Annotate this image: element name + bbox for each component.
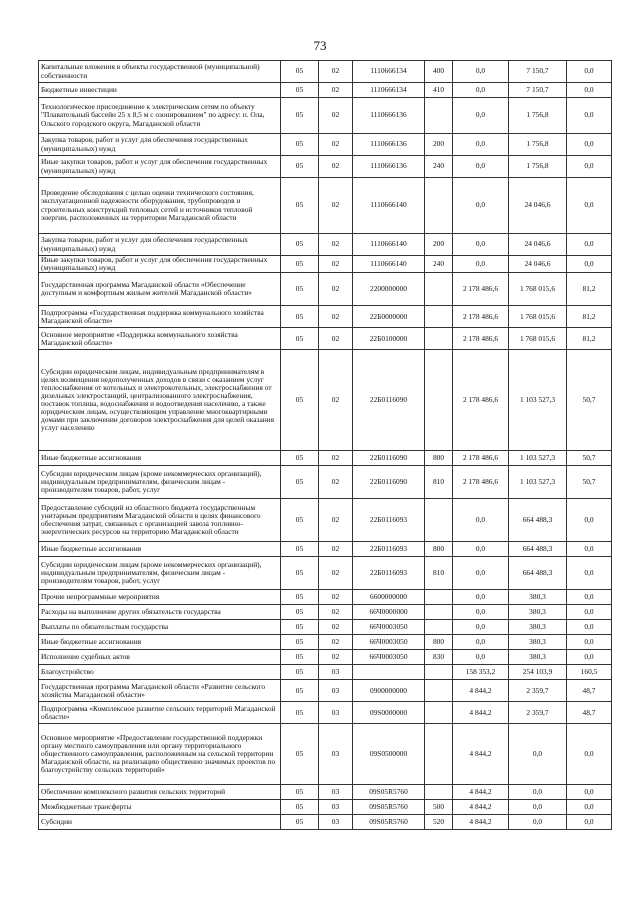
row-section: 05	[281, 800, 319, 815]
row-name: Обеспечение комплексного развития сельских территорий	[39, 785, 281, 800]
row-plan: 4 844,2	[453, 800, 509, 815]
row-plan: 0,0	[453, 542, 509, 557]
row-plan: 2 178 486,6	[453, 328, 509, 350]
row-percent: 48,7	[567, 680, 612, 702]
row-target-article: 22Б0116093	[353, 557, 425, 590]
row-percent: 0,0	[567, 650, 612, 665]
row-target-article: 22Б0000000	[353, 306, 425, 328]
row-subsection: 02	[319, 350, 353, 451]
row-actual: 380,3	[509, 650, 567, 665]
row-subsection: 03	[319, 815, 353, 830]
row-name: Технологическое присоединение к электрическим сетям по объекту "Плавательный бассейн 25 х 8,5 м с озонированием" по адресу: п. Ола, Ольского городского округа, Магаданской области	[39, 98, 281, 134]
row-expense-type	[425, 328, 453, 350]
row-plan: 2 178 486,6	[453, 273, 509, 306]
table-row	[39, 785, 612, 800]
row-target-article: 09S0500000	[353, 724, 425, 785]
row-percent: 0,0	[567, 499, 612, 542]
row-percent: 160,5	[567, 665, 612, 680]
row-expense-type: 800	[425, 451, 453, 466]
row-percent: 81,2	[567, 273, 612, 306]
row-section: 05	[281, 98, 319, 134]
row-plan: 4 844,2	[453, 785, 509, 800]
row-section: 05	[281, 134, 319, 156]
row-target-article: 66Ч0003050	[353, 650, 425, 665]
row-subsection: 03	[319, 800, 353, 815]
row-subsection: 02	[319, 557, 353, 590]
row-expense-type	[425, 590, 453, 605]
row-actual: 664 488,3	[509, 542, 567, 557]
row-target-article: 1110666134	[353, 61, 425, 83]
row-subsection: 03	[319, 702, 353, 724]
table-row	[39, 83, 612, 98]
row-section: 05	[281, 156, 319, 178]
table-row	[39, 635, 612, 650]
row-name: Проведение обследования с целью оценки технического состояния, эксплуатационной надежности оборудования, трубопроводов и строительных конструкций тепловых сетей и источников тепловой энергии, расположенных на территории Магаданской области	[39, 178, 281, 234]
row-target-article: 1110666140	[353, 256, 425, 273]
table-row	[39, 328, 612, 350]
row-subsection: 02	[319, 542, 353, 557]
row-actual: 24 046,6	[509, 234, 567, 256]
row-percent: 0,0	[567, 234, 612, 256]
row-expense-type	[425, 680, 453, 702]
row-expense-type: 240	[425, 256, 453, 273]
row-subsection: 02	[319, 620, 353, 635]
row-subsection: 03	[319, 665, 353, 680]
row-subsection: 02	[319, 256, 353, 273]
row-subsection: 02	[319, 273, 353, 306]
table-row	[39, 702, 612, 724]
row-subsection: 02	[319, 134, 353, 156]
row-expense-type: 240	[425, 156, 453, 178]
row-actual: 380,3	[509, 590, 567, 605]
row-actual: 1 756,8	[509, 156, 567, 178]
row-percent: 0,0	[567, 785, 612, 800]
row-subsection: 02	[319, 605, 353, 620]
row-subsection: 03	[319, 724, 353, 785]
row-name: Субсидии	[39, 815, 281, 830]
row-target-article: 66Ч0003050	[353, 620, 425, 635]
row-actual: 1 103 527,3	[509, 466, 567, 499]
row-actual: 7 150,7	[509, 83, 567, 98]
row-section: 05	[281, 451, 319, 466]
row-target-article: 22Б0116093	[353, 542, 425, 557]
row-expense-type: 410	[425, 83, 453, 98]
row-section: 05	[281, 785, 319, 800]
row-plan: 0,0	[453, 499, 509, 542]
row-section: 05	[281, 256, 319, 273]
row-name: Бюджетные инвестиции	[39, 83, 281, 98]
row-target-article: 22Б0116093	[353, 499, 425, 542]
row-section: 05	[281, 83, 319, 98]
row-expense-type	[425, 98, 453, 134]
row-section: 05	[281, 328, 319, 350]
row-section: 05	[281, 702, 319, 724]
row-target-article: 09S05R5760	[353, 785, 425, 800]
row-plan: 0,0	[453, 620, 509, 635]
row-plan: 2 178 486,6	[453, 350, 509, 451]
row-subsection: 02	[319, 156, 353, 178]
row-expense-type: 400	[425, 61, 453, 83]
row-plan: 4 844,2	[453, 702, 509, 724]
row-actual: 24 046,6	[509, 256, 567, 273]
row-expense-type: 200	[425, 234, 453, 256]
row-target-article: 1110666140	[353, 234, 425, 256]
row-expense-type	[425, 178, 453, 234]
table-row	[39, 451, 612, 466]
row-section: 05	[281, 815, 319, 830]
row-name: Межбюджетные трансферты	[39, 800, 281, 815]
row-actual: 380,3	[509, 605, 567, 620]
row-expense-type	[425, 605, 453, 620]
table-row	[39, 815, 612, 830]
row-subsection: 02	[319, 328, 353, 350]
row-name: Закупка товаров, работ и услуг для обеспечения государственных (муниципальных) нужд	[39, 234, 281, 256]
row-name: Прочие непрограммные мероприятия	[39, 590, 281, 605]
table-row	[39, 650, 612, 665]
row-target-article: 2200000000	[353, 273, 425, 306]
row-subsection: 03	[319, 785, 353, 800]
row-actual: 7 150,7	[509, 61, 567, 83]
row-expense-type	[425, 724, 453, 785]
row-plan: 2 178 486,6	[453, 466, 509, 499]
row-section: 05	[281, 557, 319, 590]
row-target-article: 09S0000000	[353, 702, 425, 724]
row-target-article: 1110666136	[353, 156, 425, 178]
row-name: Исполнение судебных актов	[39, 650, 281, 665]
row-percent: 0,0	[567, 605, 612, 620]
row-expense-type: 810	[425, 557, 453, 590]
row-target-article: 09S05R5760	[353, 800, 425, 815]
table-row	[39, 499, 612, 542]
table-row	[39, 234, 612, 256]
table-row	[39, 620, 612, 635]
row-expense-type	[425, 665, 453, 680]
row-percent: 0,0	[567, 620, 612, 635]
row-actual: 1 768 015,6	[509, 328, 567, 350]
row-actual: 664 488,3	[509, 499, 567, 542]
row-plan: 0,0	[453, 234, 509, 256]
row-target-article: 6600000000	[353, 590, 425, 605]
row-percent: 0,0	[567, 256, 612, 273]
table-row	[39, 466, 612, 499]
row-expense-type: 200	[425, 134, 453, 156]
row-actual: 1 103 527,3	[509, 451, 567, 466]
row-percent: 0,0	[567, 542, 612, 557]
row-section: 05	[281, 680, 319, 702]
row-plan: 0,0	[453, 635, 509, 650]
row-actual: 0,0	[509, 815, 567, 830]
row-plan: 0,0	[453, 590, 509, 605]
row-plan: 0,0	[453, 61, 509, 83]
table-row	[39, 605, 612, 620]
row-plan: 0,0	[453, 178, 509, 234]
row-name: Иные закупки товаров, работ и услуг для обеспечения государственных (муниципальных) нужд	[39, 256, 281, 273]
row-section: 05	[281, 542, 319, 557]
row-expense-type	[425, 785, 453, 800]
row-section: 05	[281, 178, 319, 234]
table-row	[39, 800, 612, 815]
row-name: Выплаты по обязательствам государства	[39, 620, 281, 635]
row-plan: 4 844,2	[453, 815, 509, 830]
row-percent: 0,0	[567, 83, 612, 98]
row-plan: 0,0	[453, 98, 509, 134]
row-name: Субсидии юридическим лицам (кроме некоммерческих организаций), индивидуальным предпринимателям, физическим лицам - производителям товаров, работ, услуг	[39, 557, 281, 590]
row-percent: 0,0	[567, 815, 612, 830]
row-subsection: 02	[319, 234, 353, 256]
row-section: 05	[281, 306, 319, 328]
page-number: 73	[313, 38, 327, 53]
row-plan: 2 178 486,6	[453, 451, 509, 466]
row-name: Иные бюджетные ассигнования	[39, 542, 281, 557]
row-target-article: 66Ч0000000	[353, 605, 425, 620]
table-row	[39, 256, 612, 273]
row-name: Иные бюджетные ассигнования	[39, 635, 281, 650]
row-expense-type: 520	[425, 815, 453, 830]
row-section: 05	[281, 665, 319, 680]
row-section: 05	[281, 635, 319, 650]
row-expense-type: 800	[425, 635, 453, 650]
row-plan: 4 844,2	[453, 680, 509, 702]
row-actual: 1 768 015,6	[509, 306, 567, 328]
row-name: Капитальные вложения в объекты государственной (муниципальной) собственности	[39, 61, 281, 83]
row-percent: 0,0	[567, 156, 612, 178]
row-plan: 4 844,2	[453, 724, 509, 785]
row-plan: 158 353,2	[453, 665, 509, 680]
row-percent: 81,2	[567, 328, 612, 350]
row-section: 05	[281, 605, 319, 620]
table-row	[39, 542, 612, 557]
row-actual: 1 756,8	[509, 134, 567, 156]
row-expense-type	[425, 306, 453, 328]
row-actual: 2 359,7	[509, 702, 567, 724]
budget-table	[38, 60, 612, 830]
row-expense-type	[425, 273, 453, 306]
row-actual: 664 488,3	[509, 557, 567, 590]
row-subsection: 02	[319, 466, 353, 499]
table-row	[39, 178, 612, 234]
row-target-article: 66Ч0003050	[353, 635, 425, 650]
row-section: 05	[281, 350, 319, 451]
row-percent: 0,0	[567, 134, 612, 156]
row-name: Иные закупки товаров, работ и услуг для обеспечения государственных (муниципальных) нужд	[39, 156, 281, 178]
row-plan: 0,0	[453, 605, 509, 620]
row-expense-type	[425, 350, 453, 451]
row-subsection: 02	[319, 499, 353, 542]
row-section: 05	[281, 234, 319, 256]
row-plan: 0,0	[453, 557, 509, 590]
table-row	[39, 134, 612, 156]
row-name: Подпрограмма «Комплексное развитие сельских территорий Магаданской области»	[39, 702, 281, 724]
row-expense-type: 500	[425, 800, 453, 815]
row-actual: 2 359,7	[509, 680, 567, 702]
row-target-article: 1110666134	[353, 83, 425, 98]
row-name: Субсидии юридическим лицам, индивидуальным предпринимателям в целях возмещения недополученных доходов в связи с оказанием услуг теплоснабжения от котельных и электрокотельных, электроснабжения от дизельных электростанций, централизованного электроснабжения, поставок топлива, водоснабжения и водоотведения населению, а также юридическим лицам, осуществляющим управление многоквартирными домами при заключении договоров электроснабжения для целей оказания услуг населению	[39, 350, 281, 451]
row-target-article: 1110666136	[353, 134, 425, 156]
row-percent: 0,0	[567, 61, 612, 83]
row-name: Закупка товаров, работ и услуг для обеспечения государственных (муниципальных) нужд	[39, 134, 281, 156]
table-row	[39, 156, 612, 178]
row-percent: 48,7	[567, 702, 612, 724]
row-plan: 0,0	[453, 156, 509, 178]
row-percent: 0,0	[567, 178, 612, 234]
table-row	[39, 350, 612, 451]
row-actual: 380,3	[509, 635, 567, 650]
row-percent: 0,0	[567, 590, 612, 605]
row-expense-type	[425, 499, 453, 542]
row-plan: 2 178 486,6	[453, 306, 509, 328]
row-actual: 0,0	[509, 800, 567, 815]
table-row	[39, 590, 612, 605]
row-subsection: 02	[319, 306, 353, 328]
row-target-article: 22Б0116090	[353, 466, 425, 499]
row-plan: 0,0	[453, 134, 509, 156]
row-subsection: 03	[319, 680, 353, 702]
table-row	[39, 557, 612, 590]
row-actual: 380,3	[509, 620, 567, 635]
row-percent: 0,0	[567, 635, 612, 650]
row-section: 05	[281, 61, 319, 83]
row-section: 05	[281, 273, 319, 306]
row-name: Подпрограмма «Государственная поддержка коммунального хозяйства Магаданской области»	[39, 306, 281, 328]
row-subsection: 02	[319, 61, 353, 83]
row-percent: 0,0	[567, 557, 612, 590]
table-row	[39, 724, 612, 785]
row-target-article: 22Б0100000	[353, 328, 425, 350]
row-expense-type	[425, 620, 453, 635]
row-subsection: 02	[319, 83, 353, 98]
row-subsection: 02	[319, 650, 353, 665]
row-actual: 1 103 527,3	[509, 350, 567, 451]
row-target-article	[353, 665, 425, 680]
row-target-article: 0900000000	[353, 680, 425, 702]
table-row	[39, 680, 612, 702]
row-target-article: 1110666136	[353, 98, 425, 134]
table-row	[39, 306, 612, 328]
row-percent: 0,0	[567, 724, 612, 785]
row-target-article: 22Б0116090	[353, 350, 425, 451]
row-section: 05	[281, 724, 319, 785]
row-expense-type: 810	[425, 466, 453, 499]
row-plan: 0,0	[453, 256, 509, 273]
row-actual: 1 768 015,6	[509, 273, 567, 306]
table-row	[39, 665, 612, 680]
row-section: 05	[281, 590, 319, 605]
row-actual: 254 103,9	[509, 665, 567, 680]
row-expense-type	[425, 702, 453, 724]
table-row	[39, 98, 612, 134]
row-plan: 0,0	[453, 83, 509, 98]
row-actual: 0,0	[509, 724, 567, 785]
row-actual: 24 046,6	[509, 178, 567, 234]
row-name: Благоустройство	[39, 665, 281, 680]
row-plan: 0,0	[453, 650, 509, 665]
row-percent: 81,2	[567, 306, 612, 328]
row-expense-type: 830	[425, 650, 453, 665]
row-section: 05	[281, 499, 319, 542]
row-actual: 1 756,8	[509, 98, 567, 134]
table-row	[39, 61, 612, 83]
row-percent: 0,0	[567, 98, 612, 134]
row-percent: 0,0	[567, 800, 612, 815]
row-name: Основное мероприятие «Предоставление государственной поддержки органу местного самоуправления или органу территориального общественного самоуправления, расположенным на сельской территории Магаданской области, на реализацию общественно значимых проектов по благоустройству сельских территорий»	[39, 724, 281, 785]
row-section: 05	[281, 466, 319, 499]
row-name: Субсидии юридическим лицам (кроме некоммерческих организаций), индивидуальным предпринимателям, физическим лицам - производителям товаров, работ, услуг	[39, 466, 281, 499]
row-subsection: 02	[319, 590, 353, 605]
row-target-article: 09S05R5760	[353, 815, 425, 830]
row-subsection: 02	[319, 178, 353, 234]
row-target-article: 22Б0116090	[353, 451, 425, 466]
row-name: Государственная программа Магаданской области «Развитие сельского хозяйства Магаданской области»	[39, 680, 281, 702]
row-section: 05	[281, 620, 319, 635]
row-percent: 50,7	[567, 350, 612, 451]
row-subsection: 02	[319, 98, 353, 134]
row-subsection: 02	[319, 451, 353, 466]
row-name: Иные бюджетные ассигнования	[39, 451, 281, 466]
row-name: Предоставление субсидий из областного бюджета государственным унитарным предприятиям Магаданской области в целях финансового обеспечения затрат, связанных с организацией завоза топливно-энергетических ресурсов на территорию Магаданской области	[39, 499, 281, 542]
row-percent: 50,7	[567, 466, 612, 499]
row-section: 05	[281, 650, 319, 665]
table-row	[39, 273, 612, 306]
row-name: Государственная программа Магаданской области «Обеспечение доступным и комфортным жильем жителей Магаданской области»	[39, 273, 281, 306]
row-percent: 50,7	[567, 451, 612, 466]
row-subsection: 02	[319, 635, 353, 650]
row-expense-type: 800	[425, 542, 453, 557]
row-name: Основное мероприятие «Поддержка коммунального хозяйства Магаданской области»	[39, 328, 281, 350]
row-actual: 0,0	[509, 785, 567, 800]
row-target-article: 1110666140	[353, 178, 425, 234]
row-name: Расходы на выполнение других обязательств государства	[39, 605, 281, 620]
table-body	[39, 61, 612, 830]
